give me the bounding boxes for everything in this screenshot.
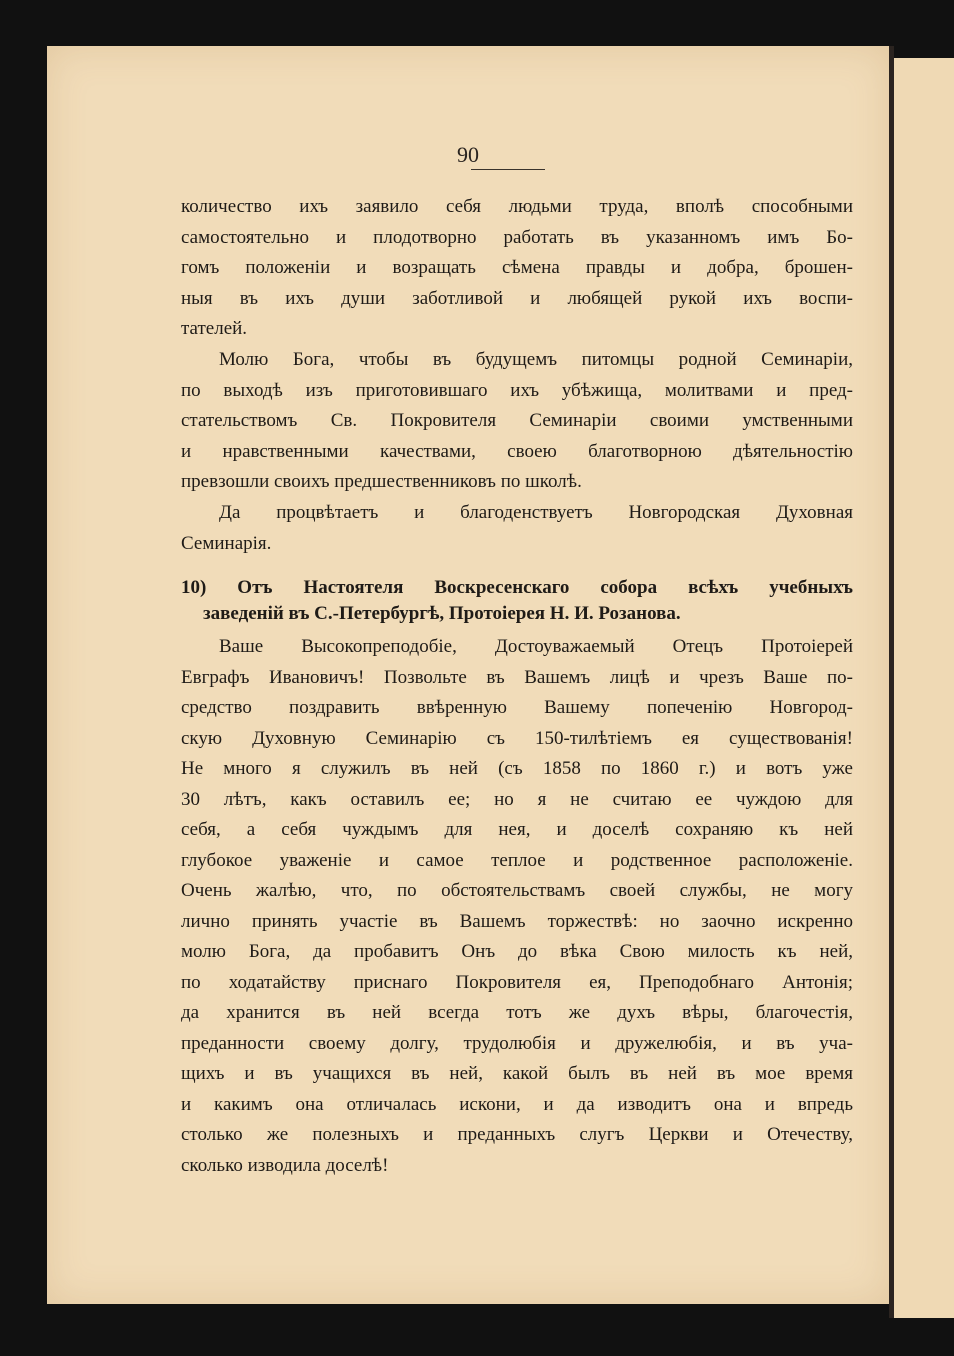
text-line: лично принять участіе въ Вашемъ торжествѣ: но заочно искренно bbox=[181, 910, 853, 932]
book-gutter bbox=[889, 46, 894, 1318]
page-number-rule-right bbox=[509, 169, 545, 170]
intro-paragraph bbox=[181, 192, 853, 345]
letter-paragraph bbox=[181, 632, 853, 1181]
text-line: тателей. bbox=[181, 318, 248, 339]
text-line: 30 лѣтъ, какъ оставилъ ее; но я не считаю ее чуждою для bbox=[181, 788, 853, 810]
text-line: Евграфъ Ивановичъ! Позвольте въ Вашемъ лицѣ и чрезъ Ваше по- bbox=[181, 666, 853, 688]
text-line: стательствомъ Св. Покровителя Семинаріи своими умственными bbox=[181, 410, 853, 431]
text-line: глубокое уваженіе и самое теплое и родственное расположеніе. bbox=[181, 849, 853, 871]
text-line: столько же полезныхъ и преданныхъ слугъ Церкви и Отечеству, bbox=[181, 1124, 853, 1145]
text-line: и какимъ она отличалась искони, и да изводитъ она и впредь bbox=[181, 1093, 853, 1115]
text-line: сколько изводила доселѣ! bbox=[181, 1154, 389, 1176]
text-line: Семинарія. bbox=[181, 532, 272, 554]
text-line: себя, а себя чуждымъ для нея, и доселѣ сохраняю къ ней bbox=[181, 819, 853, 840]
text-line: скую Духовную Семинарію съ 150-тилѣтіемъ ея существованія! bbox=[181, 727, 853, 749]
heading-line: 10) Отъ Настоятеля Воскресенскаго собора всѣхъ учебныхъ bbox=[181, 577, 853, 598]
page-number: 90 bbox=[457, 142, 479, 167]
text-line: Очень жалѣю, что, по обстоятельствамъ своей службы, не могу bbox=[181, 880, 853, 901]
section-heading bbox=[181, 575, 853, 627]
text-line: Да процвѣтаетъ и благоденствуетъ Новгородская Духовная bbox=[219, 502, 853, 523]
text-line: да хранится въ ней всегда тотъ же духъ вѣры, благочестія, bbox=[181, 1002, 853, 1023]
text-line: молю Бога, да пробавитъ Онъ до вѣка Свою милость къ ней, bbox=[181, 941, 853, 962]
text-line: по выходѣ изъ приготовившаго ихъ убѣжища, молитвами и пред- bbox=[181, 379, 853, 401]
text-line: самостоятельно и плодотворно работать въ указанномъ имъ Бо- bbox=[181, 226, 853, 248]
text-line: Молю Бога, чтобы въ будущемъ питомцы родной Семинаріи, bbox=[219, 349, 853, 370]
closing-paragraph bbox=[181, 498, 853, 559]
adjacent-page-edge bbox=[894, 58, 954, 1318]
text-line: щихъ и въ учащихся въ ней, какой былъ въ ней въ мое время bbox=[181, 1063, 853, 1084]
text-line: гомъ положеніи и возращать сѣмена правды и добра, брошен- bbox=[181, 257, 853, 278]
text-line: средство поздравить ввѣренную Вашему попеченію Новгород- bbox=[181, 697, 853, 718]
book-page bbox=[47, 46, 889, 1304]
text-line: Ваше Высокопреподобіе, Достоуважаемый Отецъ Протоіерей bbox=[219, 636, 853, 657]
text-line: по ходатайству приснаго Покровителя ея, Преподобнаго Антонія; bbox=[181, 971, 853, 993]
text-line: преданности своему долгу, трудолюбія и дружелюбія, и въ уча- bbox=[181, 1032, 853, 1054]
text-line: Не много я служилъ въ ней (съ 1858 по 1860 г.) и вотъ уже bbox=[181, 758, 853, 779]
text-line: ныя въ ихъ души заботливой и любящей рукой ихъ воспи- bbox=[181, 287, 853, 309]
heading-line: заведеній въ С.-Петербургѣ, Протоіерея Н. И. Розанова. bbox=[203, 603, 681, 624]
text-line: количество ихъ заявило себя людьми труда, вполѣ способными bbox=[181, 196, 853, 217]
text-line: и нравственными качествами, своею благотворною дѣятельностію bbox=[181, 440, 853, 462]
prayer-paragraph bbox=[181, 345, 853, 498]
text-line: превзошли своихъ предшественниковъ по школѣ. bbox=[181, 471, 582, 492]
